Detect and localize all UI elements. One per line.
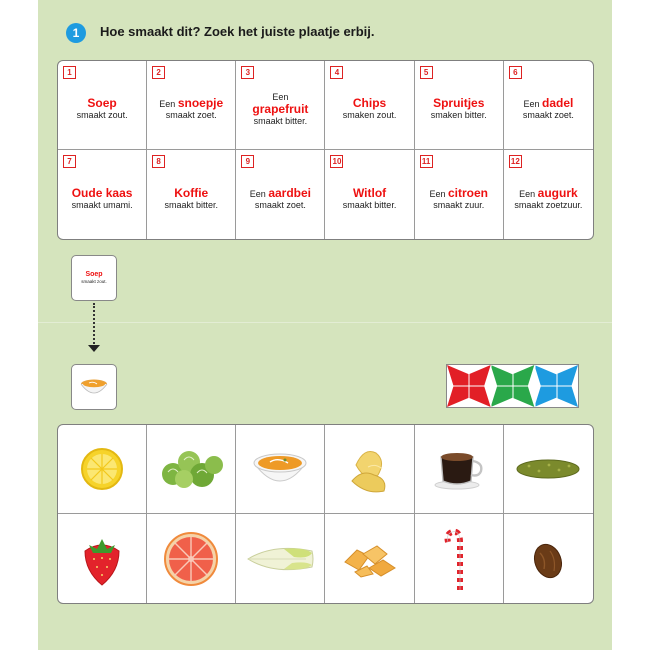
date-icon xyxy=(526,537,570,581)
card-word: Koffie xyxy=(174,185,209,200)
card-number: 6 xyxy=(509,66,522,79)
image-card-grid xyxy=(57,424,594,604)
card-sentence: smaakt zoet. xyxy=(254,199,306,210)
page-fold-line xyxy=(38,322,612,323)
soup-bowl-icon xyxy=(79,376,109,398)
word-card-6[interactable] xyxy=(504,61,593,150)
card-number: 4 xyxy=(330,66,343,79)
card-prefix: Een xyxy=(429,188,446,199)
image-card-cheese[interactable] xyxy=(325,514,414,603)
word-card-1[interactable] xyxy=(58,61,147,150)
grapefruit-icon xyxy=(163,531,219,587)
card-word: dadel xyxy=(542,96,574,110)
card-number: 10 xyxy=(330,155,343,168)
word-card-4[interactable] xyxy=(325,61,414,150)
arrow-down-icon xyxy=(88,345,100,352)
card-word: grapefruit xyxy=(252,102,309,116)
card-number: 3 xyxy=(241,66,254,79)
card-word: Witlof xyxy=(352,185,387,200)
pickle-icon xyxy=(515,454,581,484)
card-prefix: Een xyxy=(159,99,176,109)
card-number: 12 xyxy=(509,155,522,168)
endive-icon xyxy=(244,541,316,577)
card-sentence: smaakt zoet. xyxy=(165,110,217,120)
example-word-card xyxy=(71,255,117,301)
image-card-soup[interactable] xyxy=(236,425,325,514)
card-word: Soep xyxy=(87,96,117,110)
card-prefix: Een xyxy=(523,99,540,109)
card-word: aardbei xyxy=(268,185,312,200)
card-sentence: smaakt umami. xyxy=(71,199,133,210)
card-prefix: Een xyxy=(519,188,536,199)
image-card-brussels-sprouts[interactable] xyxy=(147,425,236,514)
card-sentence: smaken bitter. xyxy=(430,110,487,120)
image-card-chips[interactable] xyxy=(325,425,414,514)
card-word: Oude kaas xyxy=(71,185,133,200)
card-number: 5 xyxy=(420,66,433,79)
example-dotted-arrow-line xyxy=(93,303,95,347)
word-card-12[interactable] xyxy=(504,150,593,239)
example-image-card xyxy=(71,364,117,410)
card-sentence: smaakt zuur. xyxy=(433,199,485,210)
card-sentence: smaakt bitter. xyxy=(253,116,308,126)
word-card-11[interactable] xyxy=(415,150,504,239)
card-number: 2 xyxy=(152,66,165,79)
coffee-icon xyxy=(431,447,487,491)
card-word: snoepje xyxy=(177,96,224,110)
image-card-pickle[interactable] xyxy=(504,425,593,514)
word-card-7[interactable] xyxy=(58,150,147,239)
word-card-3[interactable] xyxy=(236,61,325,150)
card-number: 9 xyxy=(241,155,254,168)
exercise-number-badge: 1 xyxy=(66,23,86,43)
card-sentence: smaakt zoet. xyxy=(522,110,574,120)
soup-bowl-icon xyxy=(250,447,310,491)
chips-icon xyxy=(348,443,392,495)
image-card-endive[interactable] xyxy=(236,514,325,603)
image-card-coffee[interactable] xyxy=(415,425,504,514)
card-number: 8 xyxy=(152,155,165,168)
cheese-icon xyxy=(341,540,399,578)
card-number: 7 xyxy=(63,155,76,168)
card-sentence: smaakt zout. xyxy=(76,110,128,120)
example-word: Soep xyxy=(85,271,103,278)
card-sentence: smaken zout. xyxy=(342,110,397,120)
card-number: 11 xyxy=(420,155,433,168)
card-prefix: Een xyxy=(272,92,289,102)
brussels-sprouts-icon xyxy=(158,448,224,490)
word-card-10[interactable] xyxy=(325,150,414,239)
image-card-candy-cane[interactable] xyxy=(415,514,504,603)
image-card-grapefruit[interactable] xyxy=(147,514,236,603)
lemon-icon xyxy=(78,445,126,493)
card-sentence: smaakt bitter. xyxy=(164,199,218,210)
word-card-8[interactable] xyxy=(147,150,236,239)
card-number: 1 xyxy=(63,66,76,79)
answer-code-strip xyxy=(446,364,579,408)
card-prefix: Een xyxy=(249,188,266,199)
image-card-strawberry[interactable] xyxy=(58,514,147,603)
card-word: citroen xyxy=(448,185,489,200)
example-sentence: smaakt zout. xyxy=(81,279,107,284)
card-sentence: smaakt zoetzuur. xyxy=(514,199,583,210)
card-word: Chips xyxy=(352,96,387,110)
word-card-2[interactable] xyxy=(147,61,236,150)
word-card-grid xyxy=(57,60,594,240)
card-word: Spruitjes xyxy=(433,96,485,110)
card-sentence: smaakt bitter. xyxy=(342,199,397,210)
exercise-question: Hoe smaakt dit? Zoek het juiste plaatje erbij. xyxy=(100,24,375,39)
word-card-5[interactable] xyxy=(415,61,504,150)
card-word: augurk xyxy=(537,185,578,200)
image-card-lemon[interactable] xyxy=(58,425,147,514)
word-card-9[interactable] xyxy=(236,150,325,239)
strawberry-icon xyxy=(79,531,125,587)
candy-cane-icon xyxy=(444,526,474,592)
image-card-date[interactable] xyxy=(504,514,593,603)
